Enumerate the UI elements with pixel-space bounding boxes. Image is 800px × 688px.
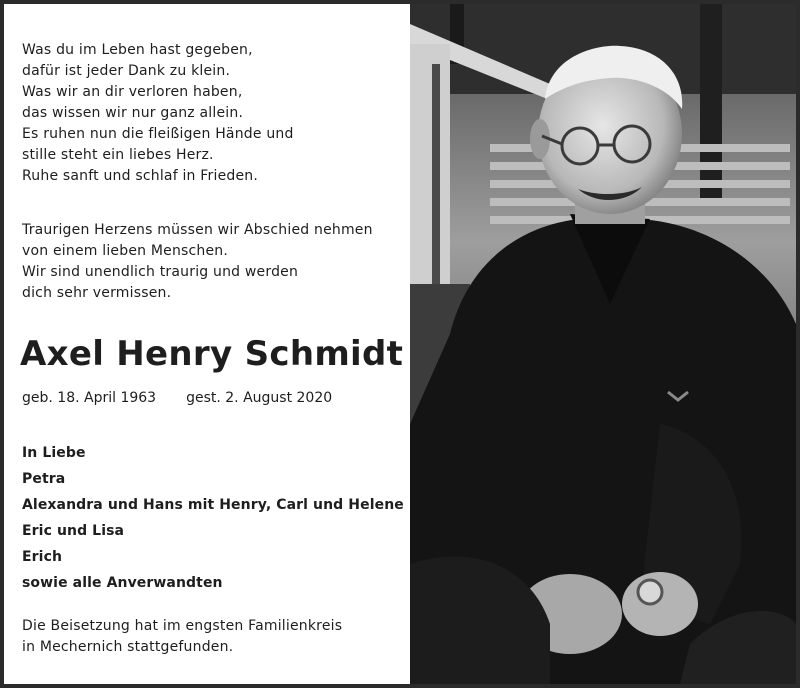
- poem-line: Was du im Leben hast gegeben,: [22, 42, 253, 58]
- poem-line: das wissen wir nur ganz allein.: [22, 105, 244, 121]
- burial-note: [22, 616, 342, 658]
- poem: [22, 40, 294, 187]
- farewell-line: Traurigen Herzens müssen wir Abschied nehmen: [22, 222, 373, 238]
- poem-line: dafür ist jeder Dank zu klein.: [22, 63, 231, 79]
- portrait-photo: [410, 4, 796, 684]
- text-panel: [4, 4, 410, 684]
- mourner-line: Alexandra und Hans mit Henry, Carl und Helene: [22, 497, 404, 513]
- poem-line: Es ruhen nun die fleißigen Hände und: [22, 126, 294, 142]
- burial-line: Die Beisetzung hat im engsten Familienkreis: [22, 618, 343, 634]
- mourner-line: Eric und Lisa: [22, 523, 125, 539]
- poem-line: Ruhe sanft und schlaf in Frieden.: [22, 168, 259, 184]
- mourners-list: [22, 440, 404, 596]
- farewell-line: dich sehr vermissen.: [22, 285, 172, 301]
- mourner-line: Petra: [22, 471, 66, 487]
- deceased-name: Axel Henry Schmidt: [20, 334, 404, 374]
- death-date: gest. 2. August 2020: [186, 390, 333, 406]
- burial-line: in Mechernich stattgefunden.: [22, 639, 234, 655]
- portrait-illustration: [410, 4, 796, 684]
- farewell-line: Wir sind unendlich traurig und werden: [22, 264, 299, 280]
- poem-line: stille steht ein liebes Herz.: [22, 147, 214, 163]
- birth-date: geb. 18. April 1963: [22, 390, 157, 406]
- farewell-text: [22, 220, 373, 304]
- mourner-line: Erich: [22, 549, 63, 565]
- mourner-line: In Liebe: [22, 445, 86, 461]
- farewell-line: von einem lieben Menschen.: [22, 243, 229, 259]
- mourner-line: sowie alle Anverwandten: [22, 575, 223, 591]
- life-dates: [22, 390, 332, 406]
- poem-line: Was wir an dir verloren haben,: [22, 84, 243, 100]
